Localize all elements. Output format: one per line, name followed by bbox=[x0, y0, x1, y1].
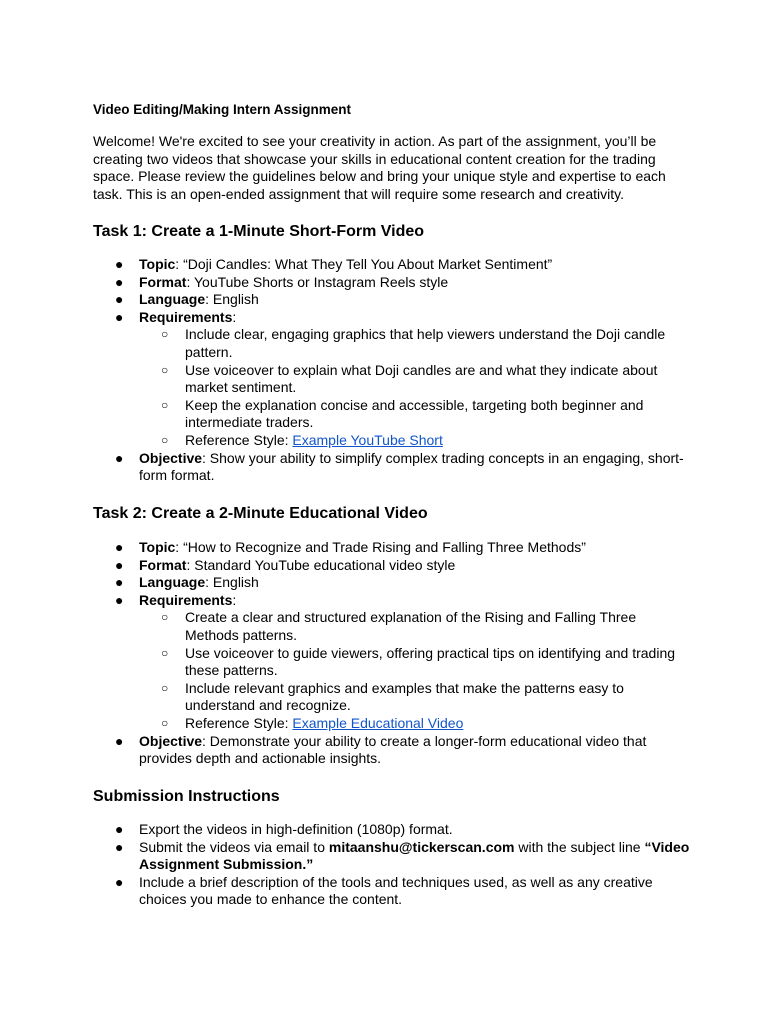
format-label: Format bbox=[139, 273, 187, 290]
objective-label: Objective bbox=[139, 732, 203, 749]
objective-label: Objective bbox=[139, 449, 203, 466]
submission-item-export bbox=[93, 821, 693, 839]
submission-text: Submit the videos via email to bbox=[139, 838, 329, 855]
requirements-colon: : bbox=[232, 308, 237, 325]
submission-item-description bbox=[93, 874, 693, 909]
format-text: : YouTube Shorts or Instagram Reels style bbox=[186, 273, 449, 290]
task1-language-item bbox=[93, 291, 693, 309]
submission-text: Export the videos in high-definition (1080p) format. bbox=[139, 821, 453, 837]
example-youtube-short-link[interactable]: Example YouTube Short bbox=[292, 431, 443, 448]
task2-language-item bbox=[93, 574, 693, 592]
submission-text: Include a brief description of the tools and techniques used, as well as any creative choices you made to enhance the content. bbox=[139, 873, 653, 908]
bullet-disc-icon: ● bbox=[115, 556, 124, 573]
submission-list bbox=[93, 821, 693, 909]
submission-text: with the subject line bbox=[514, 838, 645, 855]
bullet-disc-icon: ● bbox=[115, 256, 124, 272]
requirement-text: Keep the explanation concise and accessible, targeting both beginner and intermediate traders. bbox=[185, 396, 644, 431]
task1-format-item bbox=[93, 274, 693, 292]
submission-heading: Submission Instructions bbox=[93, 788, 280, 805]
document-title: Video Editing/Making Intern Assignment bbox=[93, 102, 352, 117]
format-label: Format bbox=[139, 556, 187, 573]
task1-heading: Task 1: Create a 1-Minute Short-Form Video bbox=[93, 223, 425, 240]
task1-requirement-1 bbox=[93, 326, 693, 361]
bullet-disc-icon: ● bbox=[115, 308, 124, 325]
task1-requirement-3 bbox=[93, 397, 693, 432]
bullet-circle-icon: ○ bbox=[161, 645, 169, 660]
example-educational-video-link[interactable]: Example Educational Video bbox=[292, 714, 464, 731]
language-text: : English bbox=[205, 574, 259, 591]
reference-prefix: Reference Style: bbox=[185, 431, 293, 448]
bullet-disc-icon: ● bbox=[115, 591, 124, 608]
bullet-circle-icon: ○ bbox=[161, 432, 169, 447]
requirement-text: Create a clear and structured explanation of the Rising and Falling Three Methods patterns. bbox=[185, 609, 637, 643]
task1-objective-item bbox=[93, 450, 693, 485]
bullet-disc-icon: ● bbox=[115, 838, 124, 855]
bullet-disc-icon: ● bbox=[115, 291, 124, 308]
submission-subject-line: “Video Assignment Submission.” bbox=[139, 838, 690, 873]
bullet-disc-icon: ● bbox=[115, 574, 124, 591]
bullet-circle-icon: ○ bbox=[161, 397, 169, 412]
task2-heading: Task 2: Create a 2-Minute Educational Video bbox=[93, 505, 428, 522]
task2-reference-style bbox=[93, 715, 693, 733]
language-text: : English bbox=[205, 291, 259, 308]
topic-text: : “How to Recognize and Trade Rising and Falling Three Methods” bbox=[175, 539, 586, 555]
task2-topic-item bbox=[93, 539, 693, 557]
requirements-label: Requirements bbox=[139, 591, 233, 608]
task2-requirement-3 bbox=[93, 680, 693, 715]
task2-requirement-2 bbox=[93, 645, 693, 680]
objective-text: : Demonstrate your ability to create a longer-form educational video that provides depth and actionable insights. bbox=[139, 732, 647, 767]
bullet-disc-icon: ● bbox=[115, 273, 124, 290]
bullet-circle-icon: ○ bbox=[161, 362, 169, 377]
bullet-circle-icon: ○ bbox=[161, 680, 169, 695]
task2-format-item bbox=[93, 557, 693, 575]
task1-requirement-2 bbox=[93, 362, 693, 397]
language-label: Language bbox=[139, 574, 206, 591]
requirement-text: Include clear, engaging graphics that help viewers understand the Doji candle pattern. bbox=[185, 326, 666, 360]
objective-text: : Show your ability to simplify complex trading concepts in an engaging, short-form format. bbox=[139, 449, 684, 484]
bullet-circle-icon: ○ bbox=[161, 610, 169, 625]
bullet-circle-icon: ○ bbox=[161, 715, 169, 730]
topic-text: : “Doji Candles: What They Tell You About Market Sentiment” bbox=[175, 256, 553, 272]
submission-item-email bbox=[93, 839, 693, 874]
task2-list bbox=[93, 539, 693, 768]
requirement-text: Include relevant graphics and examples that make the patterns easy to understand and recognize. bbox=[185, 679, 624, 714]
bullet-disc-icon: ● bbox=[115, 873, 124, 890]
topic-label: Topic bbox=[139, 256, 176, 272]
task1-reference-style bbox=[93, 432, 693, 450]
bullet-circle-icon: ○ bbox=[161, 327, 169, 342]
task2-requirement-1 bbox=[93, 609, 693, 644]
bullet-disc-icon: ● bbox=[115, 539, 124, 555]
requirements-colon: : bbox=[232, 591, 237, 608]
requirement-text: Use voiceover to guide viewers, offering practical tips on identifying and trading these patterns. bbox=[185, 644, 676, 679]
task2-objective-item bbox=[93, 733, 693, 768]
task1-list bbox=[93, 256, 693, 485]
requirement-text: Use voiceover to explain what Doji candles are and what they indicate about market sentiment. bbox=[185, 361, 658, 396]
bullet-disc-icon: ● bbox=[115, 732, 124, 749]
bullet-disc-icon: ● bbox=[115, 821, 124, 837]
topic-label: Topic bbox=[139, 539, 176, 555]
language-label: Language bbox=[139, 291, 206, 308]
task1-topic-item bbox=[93, 256, 693, 274]
task1-requirements-item bbox=[93, 309, 693, 327]
reference-prefix: Reference Style: bbox=[185, 714, 293, 731]
bullet-disc-icon: ● bbox=[115, 449, 124, 466]
submission-email: mitaanshu@tickerscan.com bbox=[328, 838, 515, 855]
requirements-label: Requirements bbox=[139, 308, 233, 325]
format-text: : Standard YouTube educational video style bbox=[186, 556, 456, 573]
intro-paragraph: Welcome! We're excited to see your creativity in action. As part of the assignment, you’ll be creating two videos that showcase your skills in educational content creation for the trading space. Please review the guidelines below and bring your unique style and expertise to each task. This is an open-ended assignment that will require some research and creativity. bbox=[93, 133, 666, 202]
task2-requirements-item bbox=[93, 592, 693, 610]
